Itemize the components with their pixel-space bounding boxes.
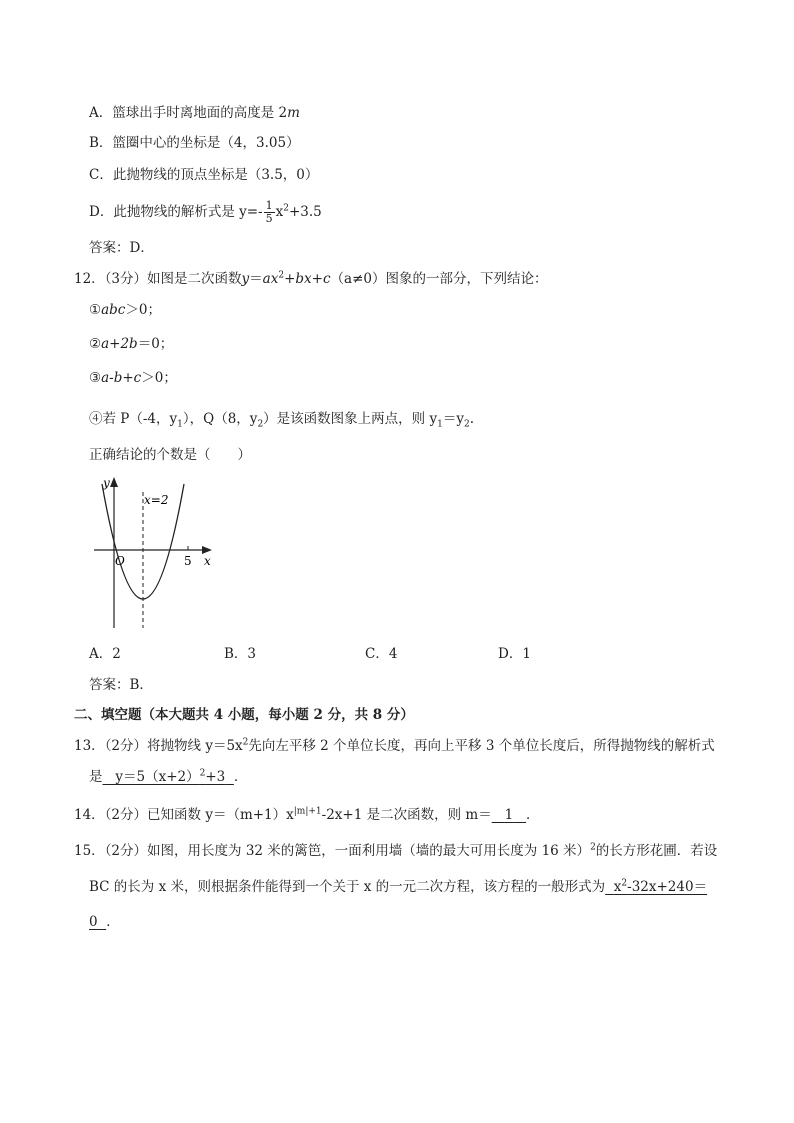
origin-label: O — [115, 554, 125, 568]
q12-conclusion-1: ①abc＞0； — [89, 302, 161, 318]
fraction: $\frac{1}{5}$ — [265, 199, 273, 225]
q12-option-c: C．4 — [365, 646, 398, 662]
q12-conclusion-4: ④若 P（-4，$y_1$），Q（8，$y_2$）是该函数图象上两点，则 $y_1=y_2$. — [89, 411, 474, 430]
q15-line-3: 0 ． — [89, 914, 120, 930]
x-label: x — [204, 554, 211, 568]
q11-option-c: C．此抛物线的顶点坐标是（3.5，0） — [89, 167, 319, 183]
q11-option-d: D．此抛物线的解析式是 y=- $\frac{1}{5}$ $x^2+3.5$ — [89, 199, 322, 225]
tick-5-label: 5 — [184, 554, 192, 568]
q13-answer: $y=5(x+2)^2+3$ — [115, 768, 226, 785]
q11-answer: 答案：D． — [89, 240, 154, 256]
q12-question: 正确结论的个数是（ ） — [89, 447, 251, 463]
q12-stem: 12．（3分）如图是二次函数$y=ax^2+bx+c(a\ne 0)$图象的一部分，下列结论： — [74, 270, 548, 287]
parabola-graph — [88, 470, 223, 635]
q13-answer-line: 是 $y=5(x+2)^2+3$ ． — [89, 768, 248, 785]
q12-answer: 答案：B． — [89, 677, 153, 693]
q13-stem: 13．（2分）将抛物线 $y=5x^2$先向左平移 2 个单位长度，再向上平移 3 个单位长度后，所得抛物线的解析式 — [74, 737, 715, 754]
x-axis-arrow — [202, 546, 212, 554]
q15-line-2: BC 的长为 x 米，则根据条件能得到一个关于 x 的一元二次方程，该方程的一般形式为 $x^2-32x+240=$ — [89, 878, 708, 895]
q15-answer-part2: 0 — [89, 914, 98, 930]
y-label: y — [103, 476, 110, 490]
q14-answer: 1 — [504, 807, 514, 823]
q12-option-d: D．1 — [498, 646, 531, 662]
q12-option-b: B．3 — [224, 646, 257, 662]
q11-option-b: B．篮圈中心的坐标是（4，3.05） — [89, 135, 300, 151]
q12-conclusion-2: ②a+2b＝0； — [89, 336, 174, 352]
q11-option-a: A．篮球出手时离地面的高度是 2m — [89, 105, 300, 121]
q12-conclusion-3: ③a-b+c＞0； — [89, 370, 177, 386]
symmetry-label: x=2 — [144, 493, 169, 507]
q15-answer-part1: $x^2-32x+240=$ — [613, 878, 708, 895]
q15-stem: 15．（2分）如图，用长度为 32 米的篱笆，一面利用墙（墙的最大可用长度为 16 米）$^2$的长方形花圃．若设 — [74, 842, 718, 859]
y-axis-arrow — [110, 477, 118, 487]
section-heading: 二、填空题（本大题共 4 小题，每小题 2 分，共 8 分） — [74, 707, 414, 723]
q14-line: 14．（2分）已知函数 $y=(m+1)x^{|m|+1}-2x+1$ 是二次函数，则 m＝ 1 ． — [74, 806, 540, 823]
q12-option-a: A．2 — [89, 646, 121, 662]
